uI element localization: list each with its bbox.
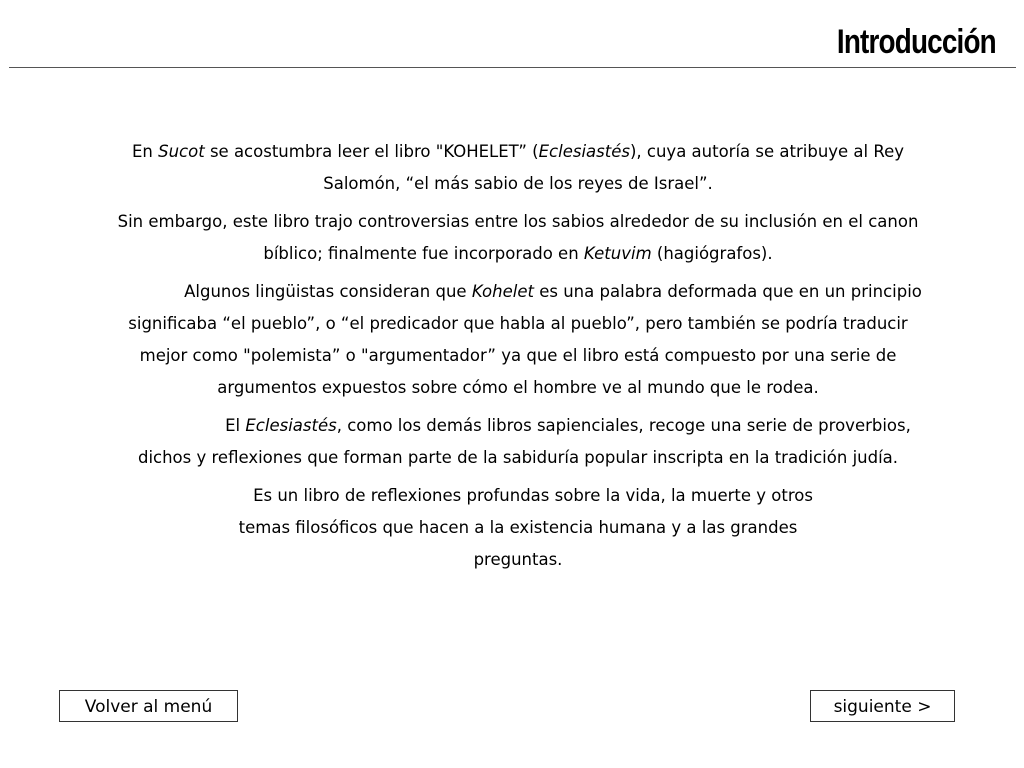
paragraph-1-italic-1: Sucot	[158, 142, 205, 161]
paragraph-3-text-1: Algunos lingüistas consideran que	[184, 282, 472, 301]
paragraph-5	[104, 480, 932, 576]
paragraph-3-italic-1: Kohelet	[471, 282, 534, 301]
paragraph-4-text-1: El	[225, 416, 246, 435]
paragraph-4	[104, 410, 932, 474]
paragraph-2-text-1: Sin embargo, este libro trajo controversias entre los sabios alrededor de su inclusión en el canon bíblico; finalmente fue incorporado en	[117, 212, 919, 263]
back-to-menu-button[interactable]: Volver al menú	[59, 690, 238, 722]
paragraph-2-text-2: (hagiógrafos).	[651, 244, 773, 263]
paragraph-3	[104, 276, 932, 404]
title-divider	[9, 67, 1016, 68]
content-area	[104, 136, 932, 582]
paragraph-2	[104, 206, 932, 270]
paragraph-2-italic-1: Ketuvim	[583, 244, 652, 263]
next-button[interactable]: siguiente >	[810, 690, 955, 722]
paragraph-1	[104, 136, 932, 200]
paragraph-1-text-3: ), cuya autoría se atribuye al Rey Salomón, “el más sabio de los reyes de Israel”.	[323, 142, 905, 193]
paragraph-4-italic-1: Eclesiastés	[245, 416, 337, 435]
paragraph-4-text-2: , como los demás libros sapienciales, recoge una serie de proverbios, dichos y reflexiones que forman parte de la sabiduría popular inscripta en la tradición judía.	[137, 416, 911, 467]
paragraph-1-italic-2: Eclesiastés	[538, 142, 630, 161]
paragraph-1-text-1: En	[131, 142, 159, 161]
page-title: Introducción	[837, 23, 996, 61]
paragraph-1-text-2: se acostumbra leer el libro "KOHELET” (	[204, 142, 539, 161]
paragraph-3-text-2: es una palabra deformada que en un principio significaba “el pueblo”, o “el predicador que habla al pueblo”, pero también se podría traducir mejor como "polemista” o "argumentador” ya que el libro está compuesto por una serie de argumentos expuestos sobre cómo el hombre ve al mundo que le rodea.	[128, 282, 922, 397]
paragraph-5-text-1: Es un libro de reflexiones profundas sobre la vida, la muerte y otros temas filosóficos que hacen a la existencia humana y a las grandes preguntas.	[238, 486, 813, 569]
